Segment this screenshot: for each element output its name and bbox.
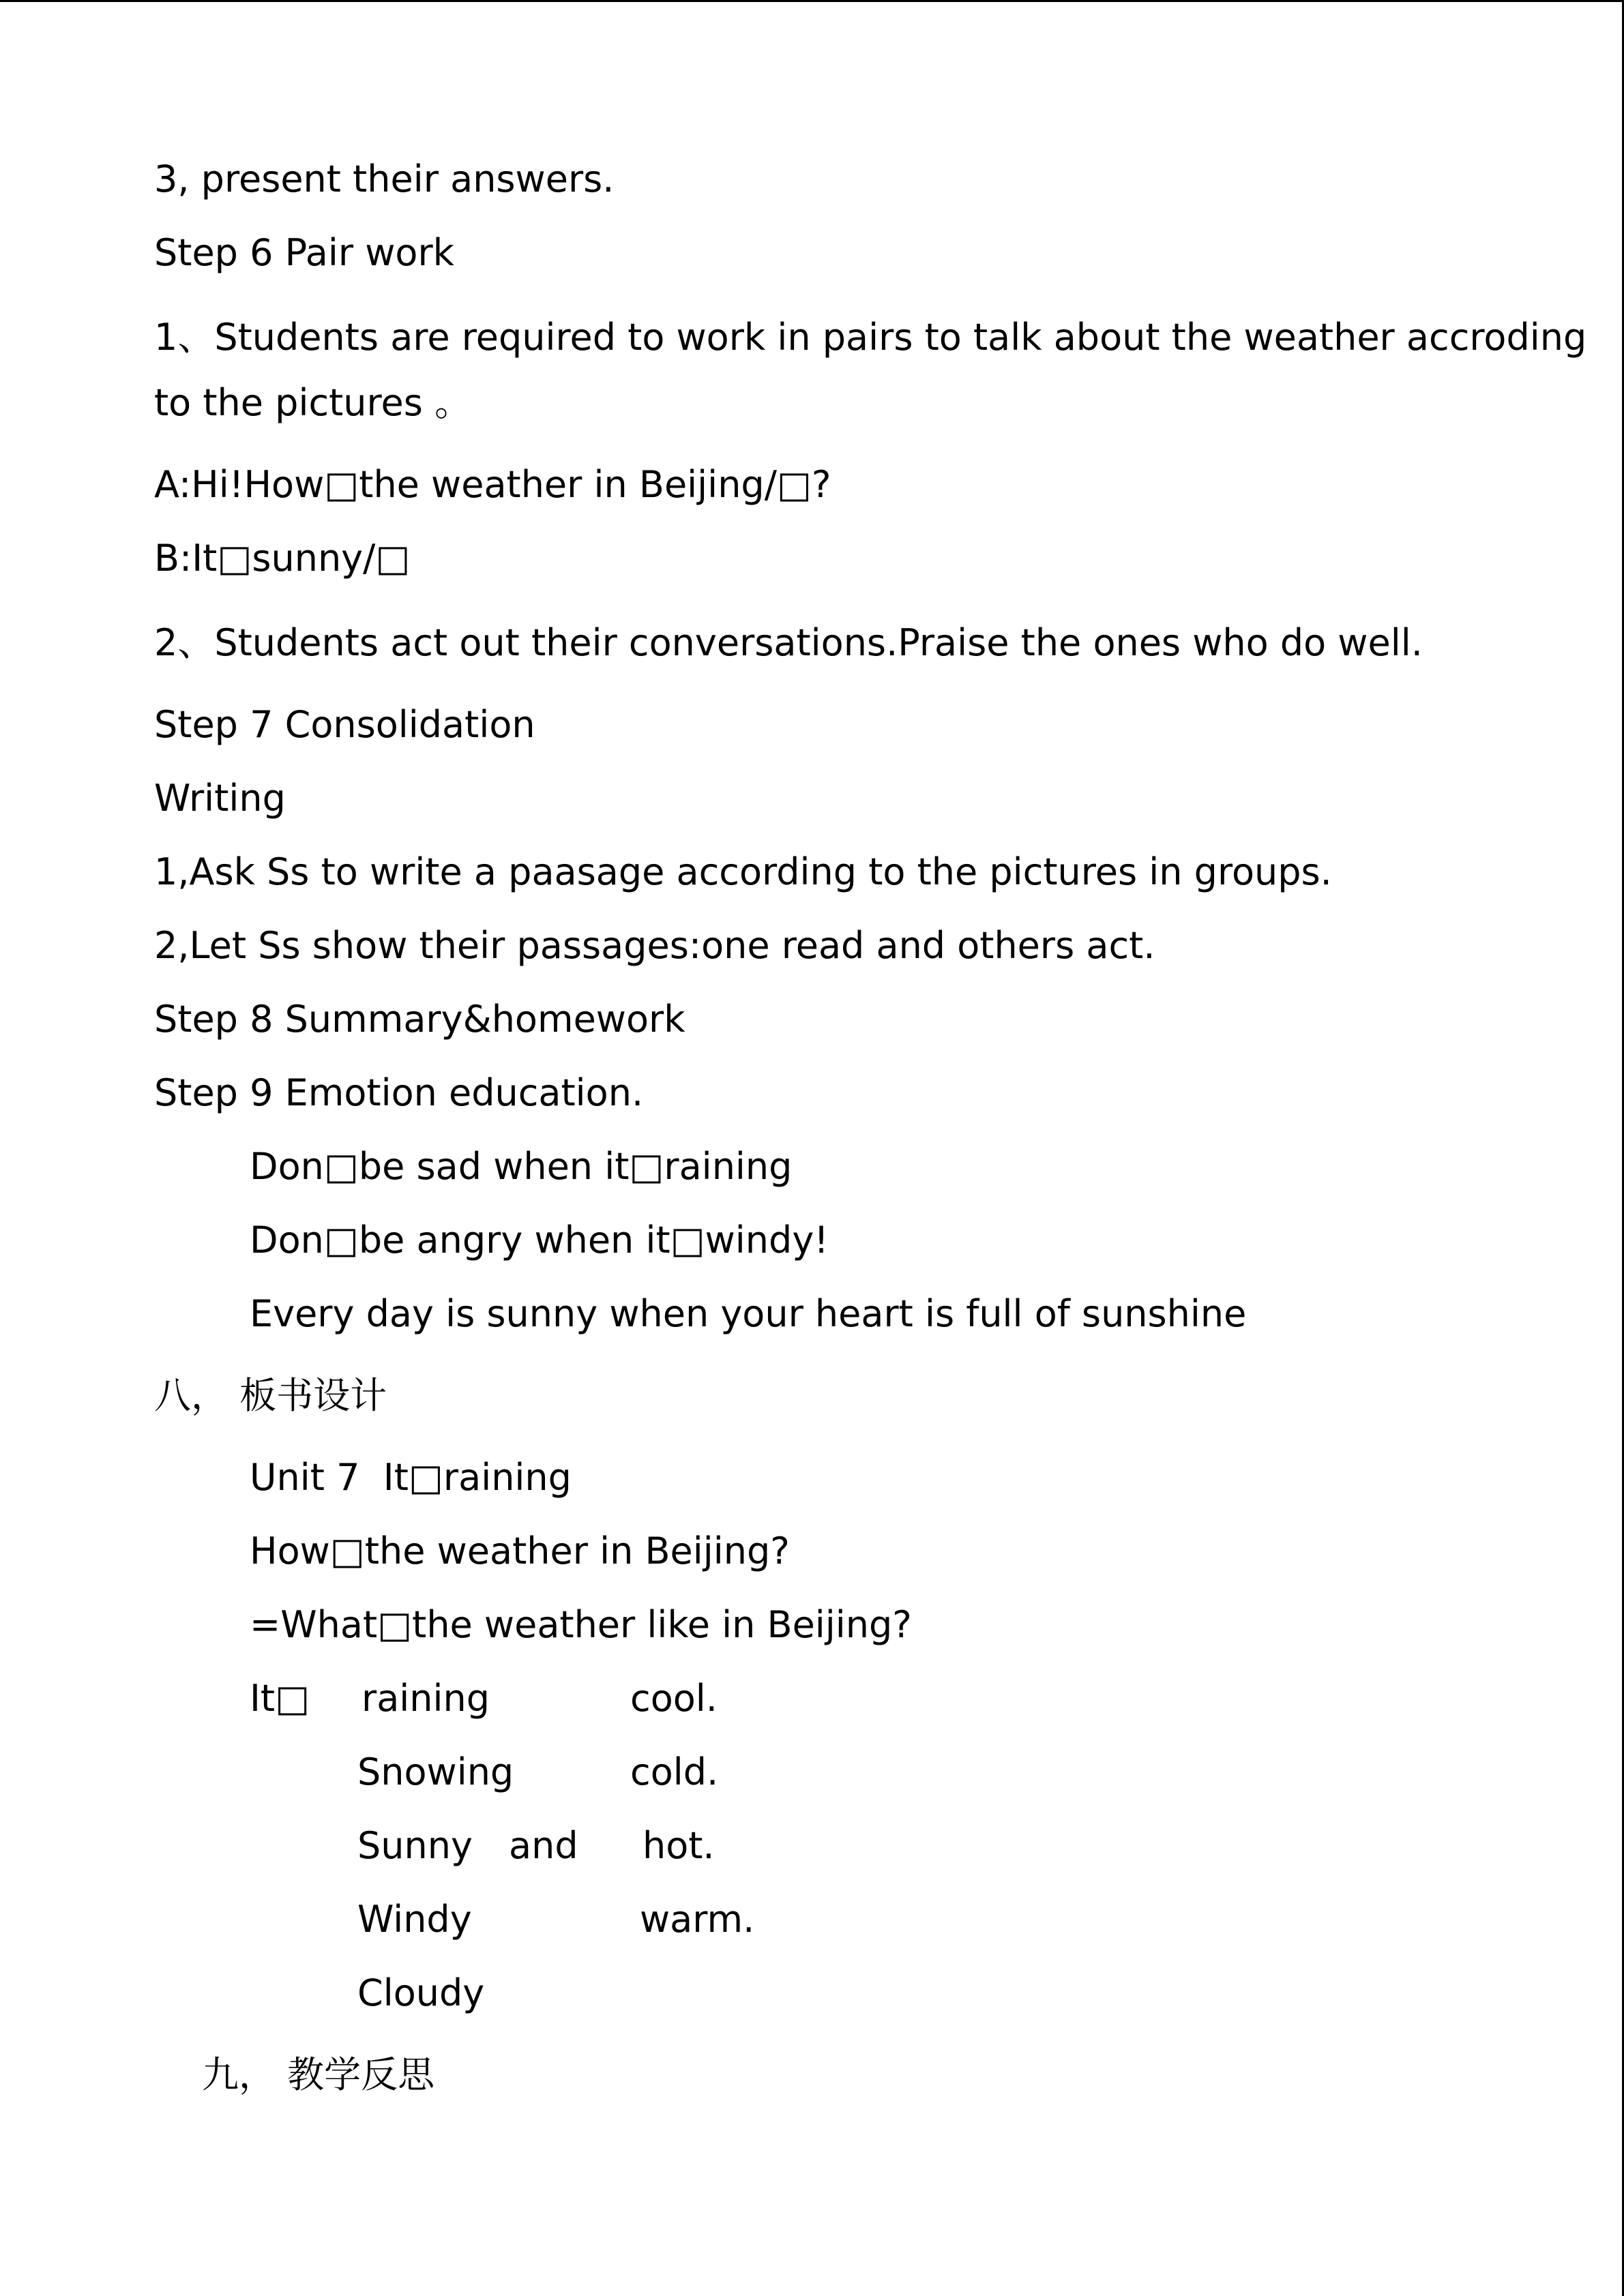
text-line-pair-work-1: 1、Students are required to work in pairs to talk about the weather accroding bbox=[154, 316, 1587, 359]
heading-step-6: Step 6 Pair work bbox=[154, 231, 454, 274]
board-word-hot: hot. bbox=[643, 1824, 715, 1867]
text-line-pair-work-2: 2、Students act out their conversations.Praise the ones who do well. bbox=[154, 621, 1423, 664]
board-word-cloudy: Cloudy bbox=[357, 1971, 485, 2014]
text-line-emotion-3: Every day is sunny when your heart is full of sunshine bbox=[250, 1292, 1247, 1335]
board-word-and: and bbox=[509, 1824, 578, 1867]
text-line-emotion-2: Don□be angry when it□windy! bbox=[250, 1219, 829, 1262]
board-word-warm: warm. bbox=[640, 1898, 755, 1941]
board-word-snowing: Snowing bbox=[357, 1750, 514, 1793]
board-word-raining: raining bbox=[361, 1677, 490, 1720]
board-word-cool: cool. bbox=[630, 1677, 718, 1720]
text-line-writing-2: 2,Let Ss show their passages:one read and others act. bbox=[154, 924, 1155, 967]
heading-section-9: 九， 教学反思 bbox=[202, 2053, 435, 2096]
text-line-writing-1: 1,Ask Ss to write a paasage according to the pictures in groups. bbox=[154, 850, 1332, 893]
heading-section-8: 八， 板书设计 bbox=[154, 1374, 387, 1417]
text-line-board-q1: How□the weather in Beijing? bbox=[250, 1530, 790, 1572]
text-line-writing: Writing bbox=[154, 777, 286, 820]
text-line-emotion-1: Don□be sad when it□raining bbox=[250, 1145, 793, 1188]
text-line-dialogue-a: A:Hi!How□the weather in Beijing/□? bbox=[154, 463, 831, 506]
text-line-pair-work-1-cont: to the pictures 。 bbox=[154, 381, 472, 424]
board-word-cold: cold. bbox=[630, 1750, 719, 1793]
text-line-dialogue-b: B:It□sunny/□ bbox=[154, 537, 411, 580]
text-line-unit-title: Unit 7 It□raining bbox=[250, 1456, 572, 1499]
board-word-windy: Windy bbox=[357, 1898, 472, 1941]
board-word-sunny: Sunny bbox=[357, 1824, 473, 1867]
page-border-top bbox=[0, 0, 1624, 2]
heading-step-9: Step 9 Emotion education. bbox=[154, 1071, 644, 1114]
text-line-board-q2: =What□the weather like in Beijing? bbox=[250, 1603, 912, 1646]
board-its: It□ bbox=[250, 1677, 310, 1720]
heading-step-7: Step 7 Consolidation bbox=[154, 703, 535, 746]
heading-step-8: Step 8 Summary&homework bbox=[154, 998, 685, 1041]
text-line-present-answers: 3, present their answers. bbox=[154, 158, 615, 200]
